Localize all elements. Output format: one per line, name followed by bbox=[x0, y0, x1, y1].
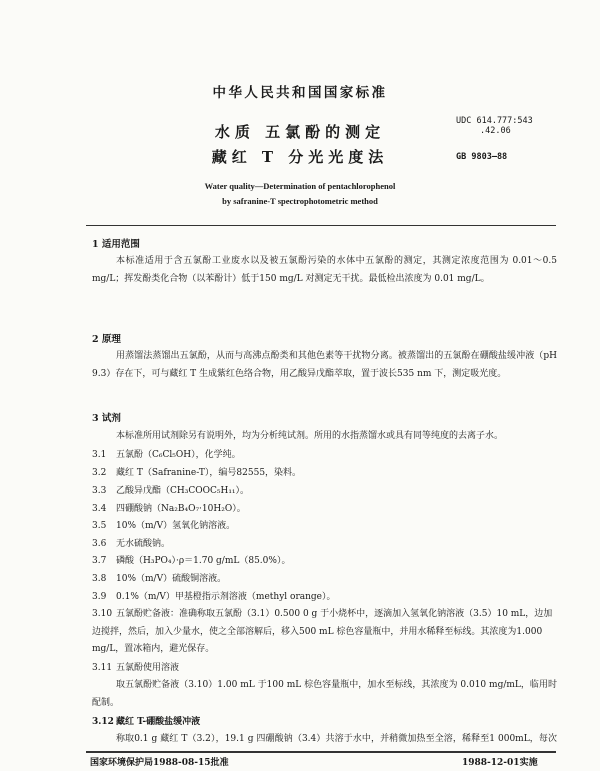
approval-date: 国家环境保护局1988-08-15批准 bbox=[90, 758, 229, 768]
reagent-item-text: 称取0.1 g 藏红 T（3.2），19.1 g 四硼酸钠（3.4）共溶于水中，并稍微加热至全溶，稀释至1 000mL，每次 bbox=[116, 734, 557, 744]
reagent-item: 3.8 10%（m/V）硫酸铜溶液。 bbox=[92, 574, 227, 584]
issuing-organization: 中华人民共和国国家标准 bbox=[212, 85, 388, 101]
english-title-line1: Water quality—Determination of pentachlorophenol bbox=[204, 181, 396, 191]
reagent-item: 3.1 五氯酚（C₆Cl₅OH），化学纯。 bbox=[92, 450, 241, 460]
reagent-item: 3.5 10%（m/V）氢氧化钠溶液。 bbox=[92, 521, 236, 531]
reagent-item: 3.4 四硼酸钠（Na₂B₄O₇·10H₂O）。 bbox=[92, 504, 246, 514]
footer-divider bbox=[86, 751, 556, 753]
udc-code-cont: .42.06 bbox=[480, 126, 511, 136]
reagent-item: 3.6 无水硫酸钠。 bbox=[92, 539, 171, 549]
gb-number: GB 9803—88 bbox=[456, 152, 508, 162]
implementation-date: 1988-12-01实施 bbox=[462, 758, 538, 768]
udc-code: UDC 614.777:543 bbox=[456, 116, 533, 126]
header-divider bbox=[86, 225, 556, 226]
section-1-text: 本标准适用于含五氯酚工业废水以及被五氯酚污染的水体中五氯酚的测定，其测定浓度范围为 0.01～0.5 mg/L；挥发酚类化合物（以苯酚计）低于150 mg/L 对测定无干扰。最低检出浓度为 0.01 mg/L。 bbox=[92, 256, 557, 284]
section-2-text: 用蒸馏法蒸馏出五氯酚，从而与高沸点酚类和其他色素等干扰物分离。被蒸馏出的五氯酚在硼酸盐缓冲液（pH 9.3）存在下，可与藏红 T 生成紫红色络合物，用乙酸异戊酯萃取，置于波长535 nm 下，测定吸光度。 bbox=[92, 351, 557, 379]
reagent-item: 3.11 五氯酚使用溶液 bbox=[92, 663, 180, 673]
section-2-heading: 2 原理 bbox=[92, 334, 121, 345]
reagent-item-text: 取五氯酚贮备液（3.10）1.00 mL 于100 mL 棕色容量瓶中，加水至标线，其浓度为 0.010 mg/mL，临用时配制。 bbox=[92, 680, 557, 708]
section-3-intro: 本标准所用试剂除另有说明外，均为分析纯试剂。所用的水指蒸馏水或具有同等纯度的去离子水。 bbox=[116, 431, 504, 441]
section-3-heading: 3 试剂 bbox=[92, 413, 121, 424]
reagent-item: 3.9 0.1%（m/V）甲基橙指示剂溶液（methyl orange）。 bbox=[92, 592, 336, 602]
reagent-item: 3.12 藏红 T-硼酸盐缓冲液 bbox=[92, 717, 201, 727]
standard-title-line1: 水质 五氯酚的测定 bbox=[214, 123, 386, 141]
english-title-line2: by safranine-T spectrophotometric method bbox=[222, 196, 378, 206]
standard-title-line2: 藏红 T 分光光度法 bbox=[211, 148, 389, 166]
reagent-item: 3.2 藏红 T（Safranine-T），编号82555，染料。 bbox=[92, 468, 302, 478]
reagent-item: 3.3 乙酸异戊酯（CH₃COOC₅H₁₁）。 bbox=[92, 486, 250, 496]
section-1-heading: 1 适用范围 bbox=[92, 239, 140, 250]
reagent-item: 3.10 五氯酚贮备液：准确称取五氯酚（3.1）0.500 0 g 于小烧杯中，逐滴加入氢氧化钠溶液（3.5）10 mL，边加边搅拌，然后，加入少量水，使之全部溶解后，移入500 mL 棕色容量瓶中，并用水稀释至标线。其浓度为1.000 mg/L，置冰箱内，避光保存。 bbox=[92, 609, 553, 654]
reagent-item: 3.7 磷酸（H₃PO₄）·ρ＝1.70 g/mL（85.0%）。 bbox=[92, 556, 291, 566]
